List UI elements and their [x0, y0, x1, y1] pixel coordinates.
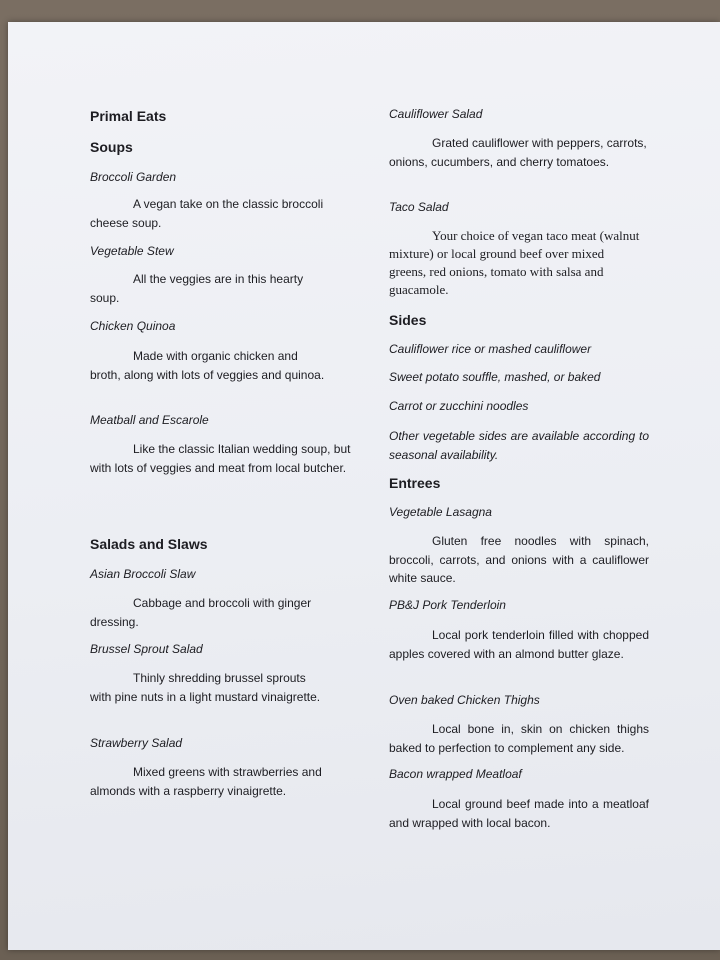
soup-desc-chicken-quinoa: Made with organic chicken and broth, along with lots of veggies and quinoa. [90, 349, 325, 382]
soup-item-broccoli-garden: Broccoli Garden [90, 170, 177, 184]
entrees-heading: Entrees [389, 475, 441, 491]
entree-desc-vegetable-lasagna: Gluten free noodles with spinach, broccoli, carrots, and onions with a cauliflower white sauce. [389, 534, 649, 585]
entree-item-pork-tenderloin: PB&J Pork Tenderloin [389, 598, 506, 612]
entree-desc-meatloaf: Local ground beef made into a meatloaf and wrapped with local bacon. [389, 797, 649, 830]
salads-heading: Salads and Slaws [90, 536, 208, 552]
menu-page [8, 22, 720, 950]
salad-desc-taco: Your choice of vegan taco meat (walnut mixture) or local ground beef over mixed greens, red onions, tomato with salsa and guacamole. [389, 228, 640, 297]
salad-item-asian-broccoli-slaw: Asian Broccoli Slaw [90, 567, 196, 581]
side-item-noodles: Carrot or zucchini noodles [389, 399, 529, 413]
salad-item-brussel-sprout: Brussel Sprout Salad [90, 642, 203, 656]
sides-heading: Sides [389, 312, 427, 328]
soups-heading: Soups [90, 139, 133, 155]
salad-desc-brussel-sprout: Thinly shredding brussel sprouts with pine nuts in a light mustard vinaigrette. [90, 671, 321, 704]
menu-title: Primal Eats [90, 108, 167, 124]
salad-item-cauliflower: Cauliflower Salad [389, 107, 483, 121]
salad-item-strawberry: Strawberry Salad [90, 736, 183, 750]
side-item-sweet-potato: Sweet potato souffle, mashed, or baked [389, 370, 601, 384]
soup-item-chicken-quinoa: Chicken Quinoa [90, 319, 176, 333]
salad-desc-strawberry: Mixed greens with strawberries and almonds with a raspberry vinaigrette. [90, 765, 322, 798]
side-item-other: Other vegetable sides are available according to seasonal availability. [389, 429, 649, 462]
salad-desc-cauliflower: Grated cauliflower with peppers, carrots, onions, cucumbers, and cherry tomatoes. [389, 136, 647, 169]
salad-item-taco: Taco Salad [389, 200, 449, 214]
soup-desc-meatball-escarole: Like the classic Italian wedding soup, but with lots of veggies and meat from local butcher. [90, 442, 351, 475]
salad-desc-asian-broccoli-slaw: Cabbage and broccoli with ginger dressing. [90, 596, 312, 629]
soup-item-vegetable-stew: Vegetable Stew [90, 244, 174, 258]
entree-item-chicken-thighs: Oven baked Chicken Thighs [389, 693, 540, 707]
soup-desc-broccoli-garden: A vegan take on the classic broccoli cheese soup. [90, 197, 324, 230]
side-item-cauliflower-rice: Cauliflower rice or mashed cauliflower [389, 342, 592, 356]
entree-desc-pork-tenderloin: Local pork tenderloin filled with chopped apples covered with an almond butter glaze. [389, 628, 649, 661]
soup-desc-vegetable-stew-cont: soup. [90, 291, 120, 305]
entree-item-vegetable-lasagna: Vegetable Lasagna [389, 505, 492, 519]
entree-desc-chicken-thighs: Local bone in, skin on chicken thighs baked to perfection to complement any side. [389, 722, 649, 755]
soup-desc-vegetable-stew: All the veggies are in this hearty [133, 272, 304, 286]
soup-item-meatball-escarole: Meatball and Escarole [90, 413, 209, 427]
entree-item-meatloaf: Bacon wrapped Meatloaf [389, 767, 522, 781]
